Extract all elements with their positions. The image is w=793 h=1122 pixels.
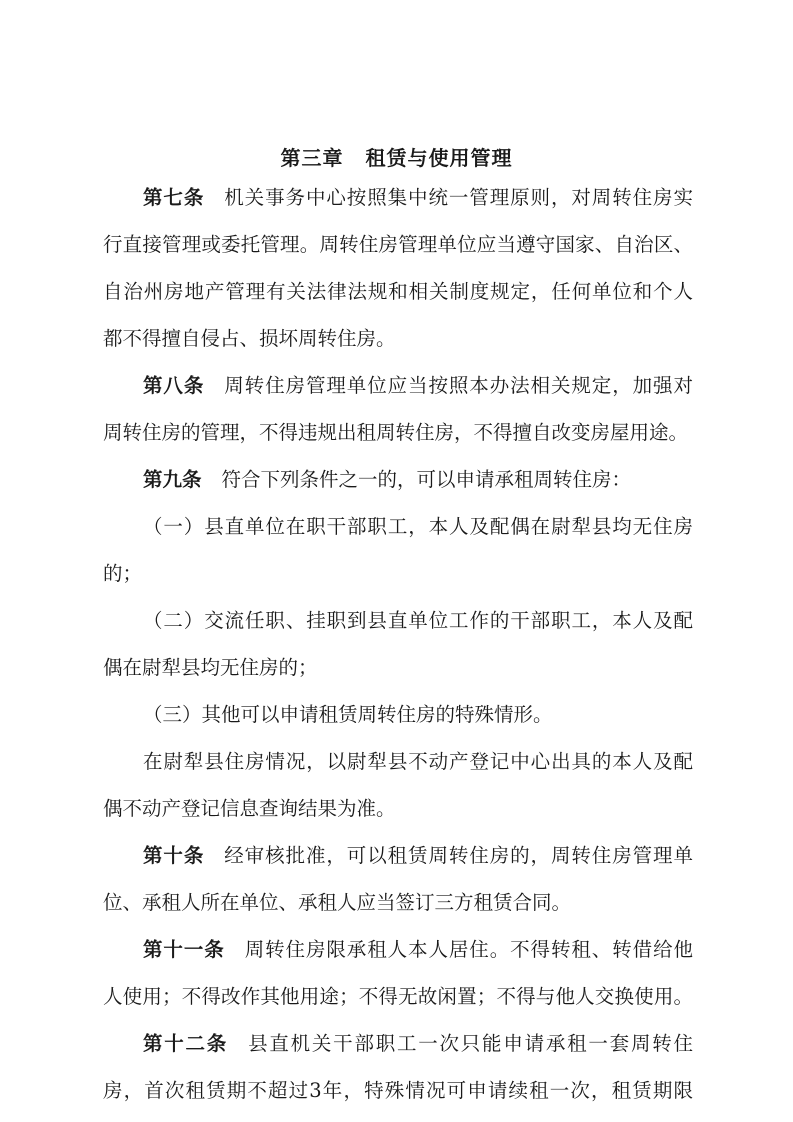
article-7-line-3: 自治州房地产管理有关法律法规和相关制度规定，任何单位和个人 bbox=[103, 280, 693, 303]
article-12-line-1 bbox=[143, 1030, 693, 1058]
article-7-line-1 bbox=[143, 184, 693, 212]
article-7-line-2: 行直接管理或委托管理。周转住房管理单位应当遵守国家、自治区、 bbox=[103, 233, 693, 256]
article-9-line-1 bbox=[143, 466, 693, 494]
article-8-line-1 bbox=[143, 372, 693, 400]
article-text: 县直机关干部职工一次只能申请承租一套周转住 bbox=[248, 1032, 693, 1055]
article-9-item-1-line-1: （一）县直单位在职干部职工，本人及配偶在尉犁县均无住房 bbox=[143, 515, 693, 538]
article-7-line-4: 都不得擅自侵占、损坏周转住房。 bbox=[103, 327, 396, 350]
article-9-item-3: （三）其他可以申请租赁周转住房的特殊情形。 bbox=[143, 703, 553, 726]
article-9-note-line-2: 偶不动产登记信息查询结果为准。 bbox=[103, 797, 396, 820]
article-label: 第九条 bbox=[143, 468, 202, 491]
article-label: 第十一条 bbox=[143, 938, 225, 961]
article-8-line-2: 周转住房的管理，不得违规出租周转住房，不得擅自改变房屋用途。 bbox=[103, 421, 689, 444]
article-11-line-2: 人使用；不得改作其他用途；不得无故闲置；不得与他人交换使用。 bbox=[103, 985, 693, 1008]
chapter-heading bbox=[0, 142, 793, 171]
article-text: 机关事务中心按照集中统一管理原则，对周转住房实 bbox=[224, 186, 693, 209]
article-text: 符合下列条件之一的，可以申请承租周转住房： bbox=[221, 468, 632, 491]
article-text: 周转住房管理单位应当按照本办法相关规定，加强对 bbox=[224, 374, 693, 397]
article-12-line-2: 房，首次租赁期不超过3年，特殊情况可申请续租一次，租赁期限 bbox=[103, 1079, 693, 1102]
article-label: 第八条 bbox=[143, 374, 205, 397]
article-10-line-1 bbox=[143, 842, 693, 870]
article-text: 经审核批准，可以租赁周转住房的，周转住房管理单 bbox=[224, 844, 693, 867]
chapter-title: 租赁与使用管理 bbox=[365, 146, 513, 170]
chapter-number: 第三章 bbox=[280, 146, 344, 170]
article-9-item-2-line-1: （二）交流任职、挂职到县直单位工作的干部职工，本人及配 bbox=[143, 609, 693, 632]
article-text: 周转住房限承租人本人居住。不得转租、转借给他 bbox=[244, 938, 693, 961]
article-label: 第十二条 bbox=[143, 1032, 229, 1055]
article-label: 第十条 bbox=[143, 844, 205, 867]
article-label: 第七条 bbox=[143, 186, 205, 209]
article-10-line-2: 位、承租人所在单位、承租人应当签订三方租赁合同。 bbox=[103, 891, 572, 914]
article-11-line-1 bbox=[143, 936, 693, 964]
article-9-item-2-line-2: 偶在尉犁县均无住房的； bbox=[103, 656, 318, 679]
article-9-item-1-line-2: 的； bbox=[103, 562, 143, 585]
article-9-note-line-1: 在尉犁县住房情况，以尉犁县不动产登记中心出具的本人及配 bbox=[143, 750, 693, 773]
